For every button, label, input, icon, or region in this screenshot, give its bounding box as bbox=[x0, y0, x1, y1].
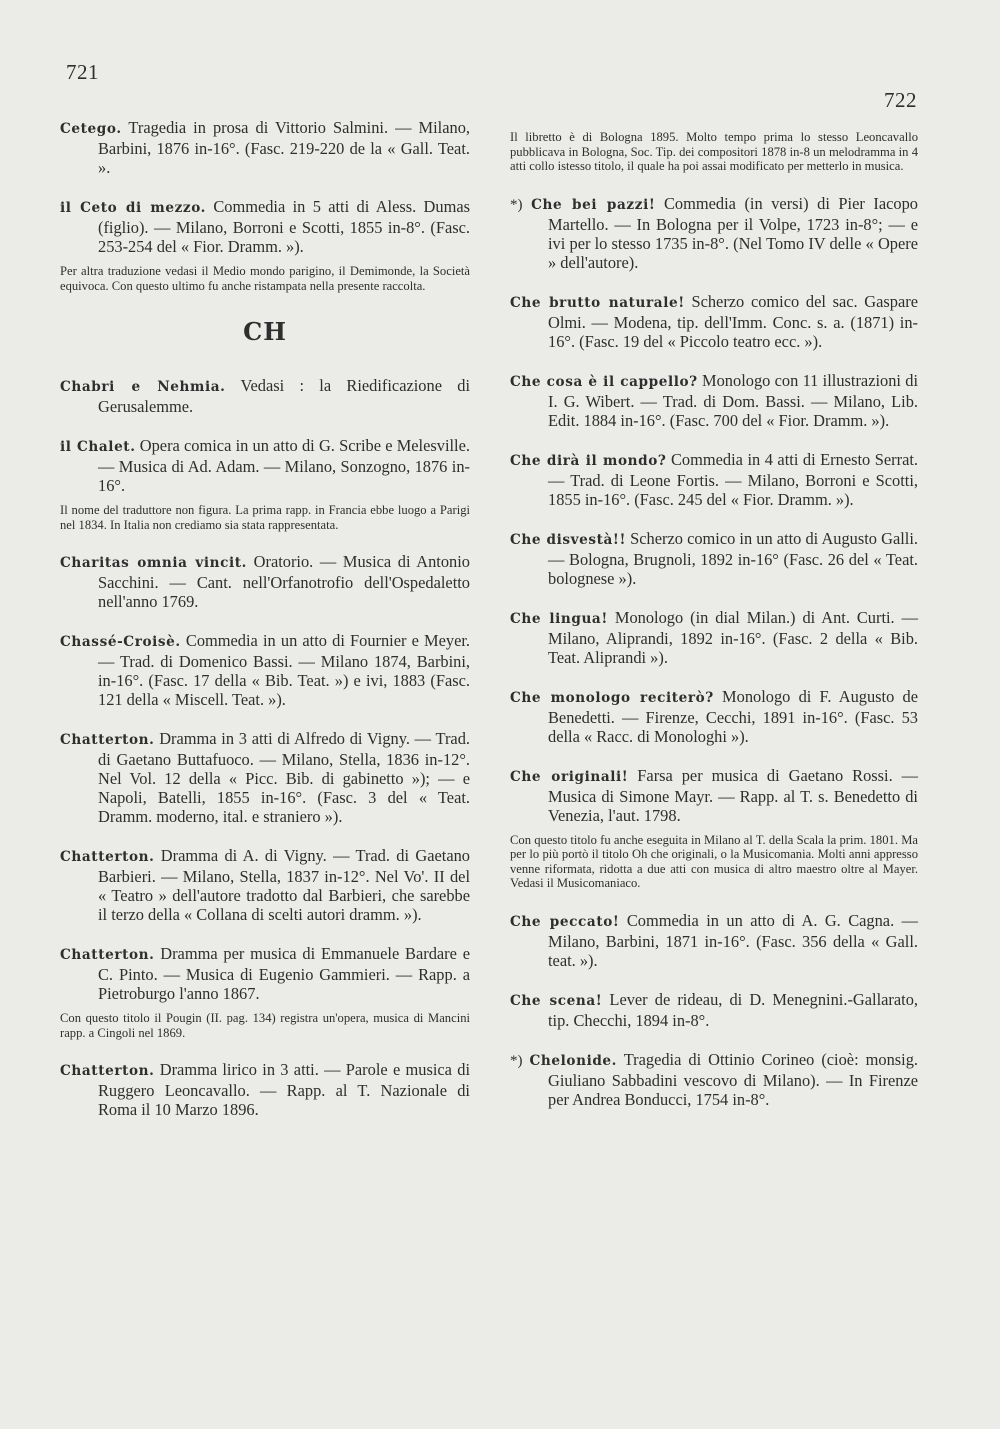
entry-body: Scherzo comico del sac. Gaspare Olmi. — Modena, tip. dell'Imm. Conc. s. a. (1871) in-16°. (Fasc. 19 del « Piccolo teatro ecc. »). bbox=[548, 291, 918, 351]
entry-head: il Ceto di mezzo. bbox=[60, 200, 206, 216]
entry-head: Che cosa è il cappello? bbox=[510, 373, 698, 390]
entry-chelonide bbox=[510, 1050, 918, 1109]
entry-chasse-croise bbox=[60, 631, 470, 709]
entry-head: Che lingua! bbox=[510, 610, 608, 627]
entry-body: Tragedia in prosa di Vittorio Salmini. — Milano, Barbini, 1876 in-16°. (Fasc. 219-220 de la « Gall. Teat. ». bbox=[98, 118, 470, 177]
section-heading: CH bbox=[243, 317, 287, 346]
entry-body: Monologo (in dial Milan.) di Ant. Curti. — Milano, Aliprandi, 1892 in-16°. (Fasc. 2 della « Bib. Teat. Aliprandi »). bbox=[548, 607, 918, 667]
entry-body: Vedasi : la Riedificazione di Gerusalemme. bbox=[98, 376, 470, 416]
entry-head: Chassé-Croisè. bbox=[60, 634, 181, 650]
entry-che-lingua bbox=[510, 608, 918, 667]
entry-head: Charitas omnia vincit. bbox=[60, 555, 248, 571]
entry-body: Commedia in 4 atti di Ernesto Serrat. — Trad. di Leone Fortis. — Milano, Borroni e Scotti, 1855 in-16°. (Fasc. 245 del « Fior. Dramm. »). bbox=[548, 449, 918, 509]
entry-che-dira-il-mondo bbox=[510, 450, 918, 509]
entry-chatterton-4 bbox=[60, 1060, 470, 1119]
entry-head: Che dirà il mondo? bbox=[510, 452, 667, 469]
entry-che-peccato bbox=[510, 911, 918, 970]
entry-head: Chelonide. bbox=[529, 1052, 618, 1069]
entry-note: Il nome del traduttore non figura. La prima rapp. in Francia ebbe luogo a Parigi nel 1834. In Italia non crediamo sia stata rappresentata. bbox=[60, 503, 470, 532]
entry-head: Chabri e Nehmia. bbox=[60, 379, 226, 395]
entry-body: Dramma lirico in 3 atti. — Parole e musica di Ruggero Leoncavallo. — Rapp. al T. Nazionale di Roma il 10 Marzo 1896. bbox=[98, 1060, 470, 1119]
entry-che-disvesta bbox=[510, 529, 918, 588]
entry-head: Che monologo reciterò? bbox=[510, 689, 714, 706]
entry-head: il Chalet. bbox=[60, 439, 136, 455]
right-column bbox=[510, 130, 918, 1129]
asterisk-mark: *) bbox=[510, 1052, 523, 1069]
entry-chalet bbox=[60, 436, 470, 495]
entry-head: Chatterton. bbox=[60, 947, 155, 963]
entry-che-originali bbox=[510, 766, 918, 825]
entry-che-scena bbox=[510, 990, 918, 1030]
entry-head: Che disvestà!! bbox=[510, 531, 627, 548]
entry-che-brutto-naturale bbox=[510, 292, 918, 351]
entry-chabri bbox=[60, 376, 470, 416]
entry-body: Dramma in 3 atti di Alfredo di Vigny. — Trad. di Gaetano Buttafuoco. — Milano, Stella, 1836 in-12°. Nel Vol. 12 della « Picc. Bib. di gabinetto »); — e Napoli, Batelli, 1855 in-16°. (Fasc. 3 del « Teat. Dramm. moderno, ital. e straniero »). bbox=[98, 729, 470, 826]
asterisk-mark: *) bbox=[510, 196, 523, 213]
entry-head: Che originali! bbox=[510, 768, 629, 785]
entry-head: Che peccato! bbox=[510, 913, 620, 930]
entry-che-monologo-recitero bbox=[510, 687, 918, 746]
entry-body: Dramma di A. di Vigny. — Trad. di Gaetano Barbieri. — Milano, Stella, 1837 in-12°. Nel Vo'. II del « Teatro » dell'autore tradotto dal Barbieri, che sarebbe il terzo della « Collana di scelti autori dramm. »). bbox=[98, 846, 470, 924]
entry-che-bei-pazzi bbox=[510, 194, 918, 272]
entry-head: Che bei pazzi! bbox=[531, 196, 656, 213]
entry-head: Chatterton. bbox=[60, 1063, 155, 1079]
entry-body: Dramma per musica di Emmanuele Bardare e C. Pinto. — Musica di Eugenio Gammieri. — Rapp. a Pietroburgo l'anno 1867. bbox=[98, 944, 470, 1003]
entry-note: Per altra traduzione vedasi il Medio mondo parigino, il Demimonde, la Società equivoca. Con questo ultimo fu anche ristampata nella presente raccolta. bbox=[60, 264, 470, 293]
entry-note: Il libretto è di Bologna 1895. Molto tempo prima lo stesso Leoncavallo pubblicava in Bologna, Soc. Tip. dei compositori 1878 in-8 un melodramma in 4 atti collo istesso titolo, il quale ha poi assai modificato per metterlo in musica. bbox=[510, 130, 918, 173]
entry-body: Commedia in 5 atti di Aless. Dumas (figlio). — Milano, Borroni e Scotti, 1855 in-8°. (Fasc. 253-254 del « Fior. Dramm. »). bbox=[98, 197, 470, 256]
entry-body: Commedia (in versi) di Pier Iacopo Martello. — In Bologna per il Volpe, 1723 in-8°; — e ivi per lo stesso 1735 in-8°. (Nel Tomo IV delle « Opere » dell'autore). bbox=[548, 193, 918, 272]
entry-body: Farsa per musica di Gaetano Rossi. — Musica di Simone Mayr. — Rapp. al T. s. Benedetto di Venezia, l'aut. 1798. bbox=[548, 765, 918, 825]
entry-body: Monologo con 11 illustrazioni di I. G. Wibert. — Trad. di Dom. Bassi. — Milano, Lib. Edit. 1884 in-16°. (Fasc. 700 del « Fior. Dramm. »). bbox=[548, 370, 919, 430]
entry-body: Lever de rideau, di D. Menegnini.-Gallarato, tip. Checchi, 1894 in-8°. bbox=[548, 989, 918, 1030]
entry-body: Scherzo comico in un atto di Augusto Galli. — Bologna, Brugnoli, 1892 in-16° (Fasc. 26 del « Teat. bolognese »). bbox=[548, 528, 918, 588]
entry-charitas bbox=[60, 552, 470, 611]
entry-chatterton-3 bbox=[60, 944, 470, 1003]
entry-che-cosa-e-il-cappello bbox=[510, 371, 918, 430]
entry-note: Con questo titolo il Pougin (II. pag. 134) registra un'opera, musica di Mancini rapp. a Cingoli nel 1869. bbox=[60, 1011, 470, 1040]
entry-head: Cetego. bbox=[60, 121, 122, 137]
entry-body: Oratorio. — Musica di Antonio Sacchini. — Cant. nell'Orfanotrofio dell'Ospedaletto nell'anno 1769. bbox=[98, 552, 470, 611]
entry-body: Tragedia di Ottinio Corineo (cioè: monsig. Giuliano Sabbadini vescovo di Milano). — In Firenze per Andrea Bonducci, 1754 in-8°. bbox=[548, 1049, 918, 1109]
entry-note: Con questo titolo fu anche eseguita in Milano al T. della Scala la prim. 1801. Ma per lo più portò il titolo Oh che originali, o la Musicomania. Molti anni appresso venne riformata, ridotta a due atti con musica di altro maestro oltre al Mayer. Vedasi il Musicomaniaco. bbox=[510, 832, 918, 890]
entry-body: Commedia in un atto di A. G. Cagna. — Milano, Barbini, 1871 in-16°. (Fasc. 356 della « Gall. teat. »). bbox=[548, 910, 918, 970]
entry-body: Monologo di F. Augusto de Benedetti. — Firenze, Cecchi, 1891 in-16°. (Fasc. 53 della « Racc. di Monologhi »). bbox=[548, 686, 918, 746]
left-column bbox=[60, 118, 470, 1139]
entry-head: Chatterton. bbox=[60, 732, 155, 748]
entry-body: Commedia in un atto di Fournier e Meyer. — Trad. di Domenico Bassi. — Milano 1874, Barbini, in-16°. (Fasc. 17 della « Bib. Teat. ») e ivi, 1883 (Fasc. 121 della « Miscell. Teat. »). bbox=[98, 631, 470, 709]
entry-head: Che scena! bbox=[510, 992, 603, 1009]
entry-head: Che brutto naturale! bbox=[510, 294, 685, 311]
entry-ceto-di-mezzo bbox=[60, 197, 470, 256]
page-number-right: 722 bbox=[884, 88, 917, 112]
entry-head: Chatterton. bbox=[60, 849, 155, 865]
page-number-left: 721 bbox=[66, 60, 99, 84]
entry-chatterton-2 bbox=[60, 846, 470, 924]
entry-cetego bbox=[60, 118, 470, 177]
entry-chatterton-1 bbox=[60, 729, 470, 826]
entry-body: Opera comica in un atto di G. Scribe e Melesville. — Musica di Ad. Adam. — Milano, Sonzogno, 1876 in-16°. bbox=[98, 436, 470, 495]
